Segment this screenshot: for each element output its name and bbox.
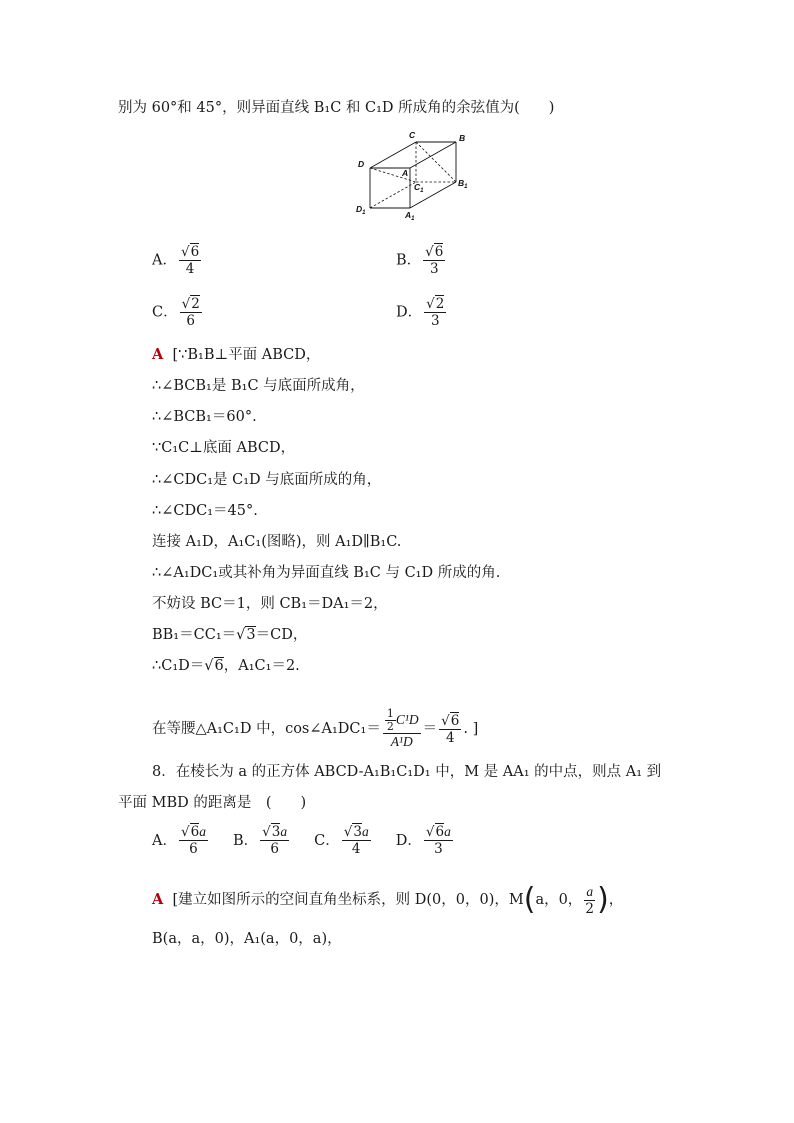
label-D: D [358, 159, 365, 169]
solution-line-5: ∴∠CDC₁是 C₁D 与底面所成的角， [152, 472, 382, 488]
solution-line-7: 连接 A₁D，A₁C₁(图略)，则 A₁D∥B₁C. [152, 534, 402, 550]
q8-options [152, 824, 455, 857]
solution-line-2: ∴∠BCB₁是 B₁C 与底面所成角， [152, 378, 365, 394]
solution-line-12: 在等腰△A₁C₁D 中，cos∠A₁DC₁＝ $\frac{1}{2}$ C¹D A¹D ＝ $\frac{√6}{4}$ . ] [152, 707, 479, 749]
cuboid-figure [352, 130, 474, 222]
question-8-line-2: 平面 MBD 的距离是 ( ) [118, 795, 307, 811]
answer-label: A [152, 891, 164, 908]
label-B: B [459, 133, 466, 143]
solution-line-11: ∴C₁D＝√6，A₁C₁＝2. [152, 658, 300, 674]
option-c[interactable]: C． $\frac{√2}{6}$ [152, 296, 200, 329]
cosine-fraction: $\frac{1}{2}$ C¹D A¹D [383, 708, 421, 750]
option-b[interactable]: B． $\frac{√6}{3}$ [396, 244, 444, 277]
solution-line-9: 不妨设 BC＝1，则 CB₁＝DA₁＝2， [152, 596, 388, 612]
solution-line-6: ∴∠CDC₁＝45°. [152, 503, 258, 519]
edge-DC1 [370, 168, 416, 182]
solution-line-1: A [∵B₁B⊥平面 ABCD， [152, 346, 321, 363]
q8-solution-line-1: A [建立如图所示的空间直角坐标系，则 D(0，0，0)，M(a，0， $\frac{a}{2}$ )， [152, 882, 624, 917]
edge-AB [410, 142, 456, 168]
solution-line-8: ∴∠A₁DC₁或其补角为异面直线 B₁C 与 C₁D 所成的角. [152, 565, 501, 581]
solution-line-10: BB₁＝CC₁＝√3＝CD， [152, 627, 308, 643]
solution-line-3: ∴∠BCB₁＝60°. [152, 409, 257, 425]
q8-solution-line-2: B(a，a，0)，A₁(a，0，a)， [152, 931, 342, 947]
edge-DC [370, 142, 416, 168]
option-d[interactable]: D． $\frac{√2}{3}$ [396, 296, 445, 329]
label-C: C [409, 130, 416, 140]
question-7-continuation: 别为 60°和 45°，则异面直线 B₁C 和 C₁D 所成角的余弦值为( ) [118, 100, 555, 116]
solution-line-4: ∵C₁C⊥底面 ABCD， [152, 440, 296, 456]
label-D1: $D_1$ [356, 204, 366, 216]
edge-CB1 [416, 142, 456, 182]
option-a[interactable]: A． $\frac{√6}{4}$ [152, 244, 200, 277]
label-A: A [402, 168, 409, 178]
label-C1: $C_1$ [414, 182, 424, 194]
q8-option-a[interactable]: A． $\frac{√6a}{6}$ [152, 824, 206, 857]
answer-label: A [152, 346, 164, 363]
label-B1: $B_1$ [458, 178, 468, 190]
q8-option-c[interactable]: C． $\frac{√3a}{4}$ [314, 824, 369, 857]
edge-D1C1 [370, 182, 416, 208]
q8-option-d[interactable]: D． $\frac{√6a}{3}$ [395, 824, 451, 857]
label-A1: $A_1$ [405, 210, 415, 222]
q8-option-b[interactable]: B． $\frac{√3a}{6}$ [232, 824, 288, 857]
question-8-line-1: 8．在棱长为 a 的正方体 ABCD-A₁B₁C₁D₁ 中，M 是 AA₁ 的中点，则点 A₁ 到 [152, 764, 662, 780]
